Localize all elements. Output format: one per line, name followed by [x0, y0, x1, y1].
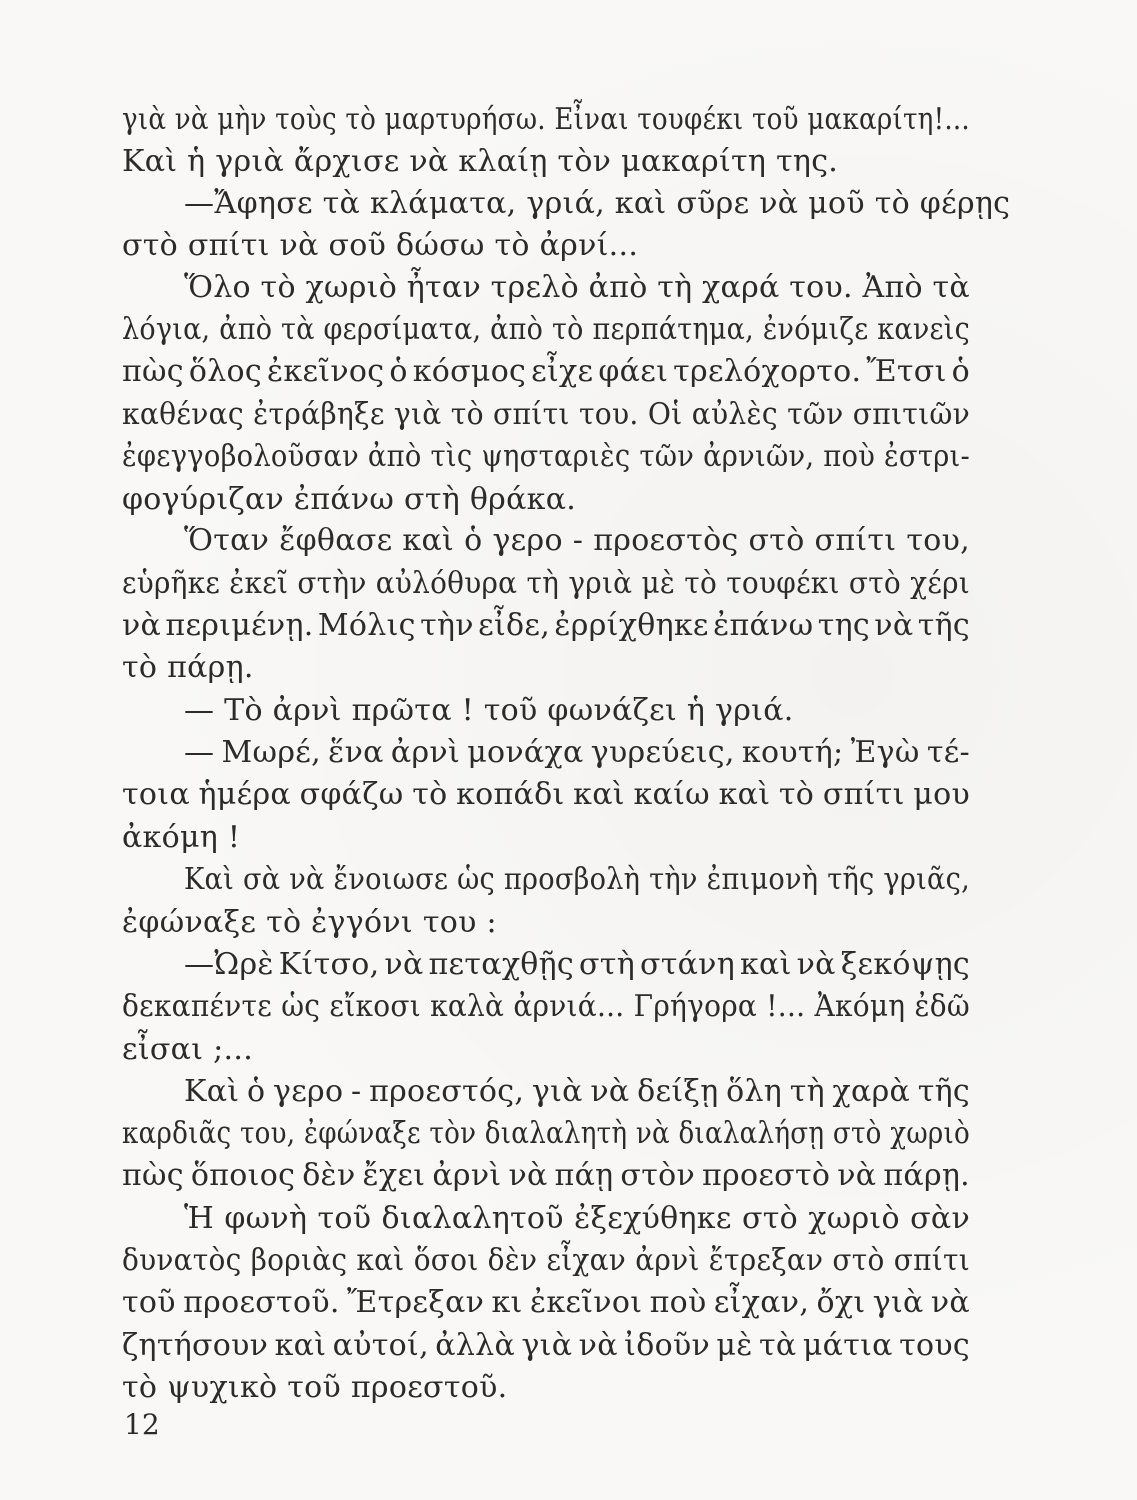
- text-line: στὸ σπίτι νὰ σοῦ δώσω τὸ ἀρνί...: [122, 228, 639, 263]
- text-line: —Ἄφησε τὰ κλάματα, γριά, καὶ σῦρε νὰ μοῦ τὸ φέρῃς: [184, 186, 1011, 221]
- text-line: τοια ἡμέρα σφάζω τὸ κοπάδι καὶ καίω καὶ τὸ σπίτι μου: [122, 777, 970, 812]
- text-line: γιὰ νὰ μὴν τοὺς τὸ μαρτυρήσω. Εἶναι τουφέκι τοῦ μακαρίτη!...: [122, 102, 970, 137]
- text-line: καθένας ἐτράβηξε γιὰ τὸ σπίτι του. Οἱ αὐλὲς τῶν σπιτιῶν: [122, 397, 970, 432]
- page-number: 12: [124, 1408, 160, 1441]
- text-line: εὑρῆκε ἐκεῖ στὴν αὐλόθυρα τὴ γριὰ μὲ τὸ τουφέκι στὸ χέρι: [122, 566, 970, 601]
- text-line: καρδιᾶς του, ἐφώναξε τὸν διαλαλητὴ νὰ διαλαλήσῃ στὸ χωριὸ: [122, 1116, 970, 1151]
- text-line: τὸ πάρῃ.: [122, 650, 254, 685]
- text-line: Ἡ φωνὴ τοῦ διαλαλητοῦ ἐξεχύθηκε στὸ χωριὸ σὰν: [184, 1201, 970, 1236]
- text-line: δεκαπέντε ὡς εἴκοσι καλὰ ἀρνιά... Γρήγορα !... Ἀκόμη ἐδῶ: [122, 989, 970, 1024]
- text-line: Καὶ σὰ νὰ ἔνοιωσε ὡς προσβολὴ τὴν ἐπιμονὴ τῆς γριᾶς,: [184, 862, 970, 897]
- text-line: Ὅλο τὸ χωριὸ ἦταν τρελὸ ἀπὸ τὴ χαρά του. Ἀπὸ τὰ: [184, 270, 970, 305]
- text-line: πὼς ὅποιος δὲν ἔχει ἀρνὶ νὰ πάῃ στὸν προεστὸ νὰ πάρῃ.: [122, 1158, 970, 1193]
- text-line: Καὶ ἡ γριὰ ἄρχισε νὰ κλαίῃ τὸν μακαρίτη της.: [122, 144, 839, 179]
- text-line: ἐφεγγοβολοῦσαν ἀπὸ τὶς ψησταριὲς τῶν ἀρνιῶν, ποὺ ἐστρι-: [122, 439, 970, 474]
- text-line: δυνατὸς βοριὰς καὶ ὅσοι δὲν εἶχαν ἀρνὶ ἔτρεξαν στὸ σπίτι: [122, 1243, 970, 1278]
- text-line: νὰ περιμένῃ. Μόλις τὴν εἶδε, ἐρρίχθηκε ἐπάνω της νὰ τῆς: [122, 608, 970, 643]
- text-line: τοῦ προεστοῦ. Ἔτρεξαν κι ἐκεῖνοι ποὺ εἶχαν, ὄχι γιὰ νὰ: [122, 1285, 970, 1320]
- text-line: Ὅταν ἔφθασε καὶ ὁ γερο - προεστὸς στὸ σπίτι του,: [184, 523, 970, 558]
- text-line: ζητήσουν καὶ αὐτοί, ἀλλὰ γιὰ νὰ ἰδοῦν μὲ τὰ μάτια τους: [122, 1328, 970, 1363]
- text-line: —Ὠρὲ Κίτσο, νὰ πεταχθῇς στὴ στάνη καὶ νὰ ξεκόψῃς: [184, 947, 970, 982]
- text-line: τὸ ψυχικὸ τοῦ προεστοῦ.: [122, 1370, 508, 1405]
- text-line: Καὶ ὁ γερο - προεστός, γιὰ νὰ δείξῃ ὅλη τὴ χαρὰ τῆς: [184, 1074, 970, 1109]
- text-line: εἶσαι ;...: [122, 1032, 254, 1067]
- text-line: φογύριζαν ἐπάνω στὴ θράκα.: [122, 482, 577, 517]
- text-line: ἀκόμη !: [122, 820, 241, 855]
- text-line: πὼς ὅλος ἐκεῖνος ὁ κόσμος εἶχε φάει τρελόχορτο. Ἔτσι ὁ: [122, 354, 970, 389]
- text-line: — Τὸ ἀρνὶ πρῶτα ! τοῦ φωνάζει ἡ γριά.: [184, 693, 794, 728]
- text-line: λόγια, ἀπὸ τὰ φερσίματα, ἀπὸ τὸ περπάτημα, ἐνόμιζε κανεὶς: [122, 312, 970, 347]
- text-line: ἐφώναξε τὸ ἐγγόνι του :: [122, 905, 497, 940]
- text-line: — Μωρέ, ἕνα ἀρνὶ μονάχα γυρεύεις, κουτή; Ἐγὼ τέ-: [184, 735, 970, 770]
